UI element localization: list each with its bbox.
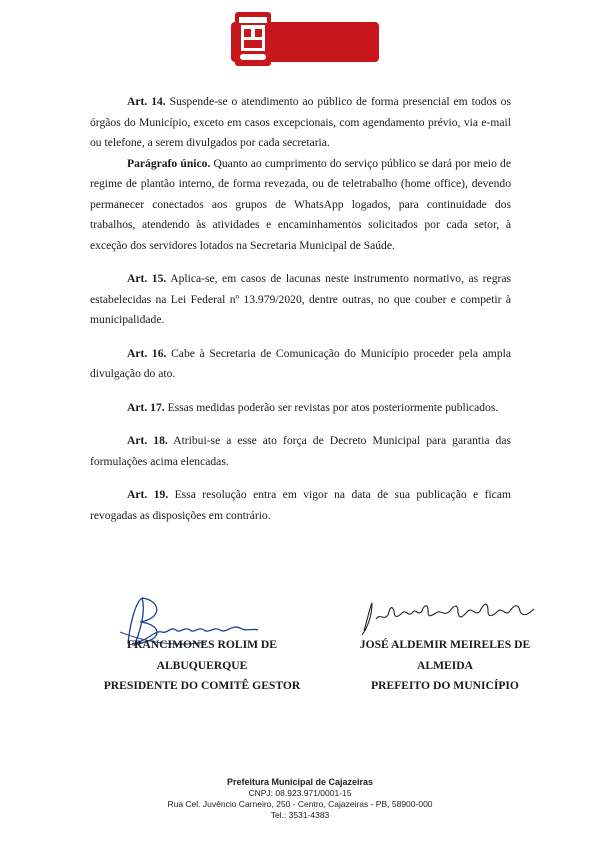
signer-role: PRESIDENTE DO COMITÊ GESTOR <box>103 679 301 692</box>
signature-block-right <box>340 635 550 697</box>
article-16 <box>90 344 511 385</box>
article-label: Art. 18. <box>127 434 168 447</box>
prefeitura-logo <box>231 12 379 68</box>
signer-name-line2: ALBUQUERQUE <box>156 658 248 672</box>
city-seal-icon <box>231 12 379 68</box>
signatures <box>0 592 600 702</box>
footer-cnpj: CNPJ: 08.923.971/0001-15 <box>248 788 352 798</box>
signer-name-line1: FRANCIMONES ROLIM DE <box>126 638 278 651</box>
article-label: Art. 19. <box>127 488 169 501</box>
article-text: Cabe à Secretaria de Comunicação do Município proceder pela ampla divulgação do ato. <box>90 346 511 380</box>
article-14 <box>90 92 511 154</box>
handwritten-signature-right <box>358 597 538 637</box>
document-body <box>90 92 511 526</box>
footer-phone: Tel.: 3531-4383 <box>270 810 330 820</box>
footer-title: Prefeitura Municipal de Cajazeiras <box>226 777 374 787</box>
article-15 <box>90 269 511 331</box>
article-19 <box>90 485 511 526</box>
signer-name-line2: ALMEIDA <box>416 658 474 672</box>
page-footer <box>0 777 600 821</box>
article-18 <box>90 431 511 472</box>
article-text: Atribui-se a esse ato força de Decreto Municipal para garantia das formulações acima elencadas. <box>90 434 511 468</box>
signer-role: PREFEITO DO MUNICÍPIO <box>371 679 519 692</box>
article-label: Art. 16. <box>127 346 167 360</box>
logo-city-name: CAJAZEIRAS <box>275 41 369 58</box>
signer-name-line1: JOSÉ ALDEMIR MEIRELES DE <box>359 638 531 651</box>
article-text: Quanto ao cumprimento do serviço público se dará por meio de regime de plantão interno, de forma revezada, ou de teletrabalho (home office), devendo permanecer conectados aos grupos de WhatsApp logados, para continuidade dos trabalhos, atendendo às atividades e encaminhamentos solicitados por cada setor, à exceção dos servidores lotados na Secretaria Municipal de Saúde. <box>90 156 512 252</box>
article-label: Art. 14. <box>127 95 166 108</box>
article-text: Essa resolução entra em vigor na data de sua publicação e ficam revogadas as disposições em contrário. <box>90 488 511 522</box>
article-label: Art. 15. <box>127 272 167 285</box>
article-text: Essas medidas poderão ser revistas por atos posteriormente publicados. <box>164 400 499 414</box>
article-text: Aplica-se, em casos de lacunas neste instrumento normativo, as regras estabelecidas na Lei Federal nº 13.979/2020, dentre outras, no que couber e competir à municipalidade. <box>90 272 512 326</box>
article-17 <box>90 398 511 419</box>
footer-address: Rua Cel. Juvêncio Carneiro, 250 - Centro, Cajazeiras - PB, 58900-000 <box>167 799 433 809</box>
article-text: Suspende-se o atendimento ao público de forma presencial em todos os órgãos do Município, exceto em casos excepcionais, com agendamento prévio, via e-mail ou telefone, a serem divulgados por cada secretaria. <box>90 95 511 149</box>
article-label: Parágrafo único. <box>127 156 211 170</box>
signature-block-left <box>72 635 332 697</box>
logo-prefix: PREFEITURA DE <box>279 27 360 36</box>
article-label: Art. 17. <box>127 400 165 414</box>
paragrafo-unico <box>90 154 511 257</box>
